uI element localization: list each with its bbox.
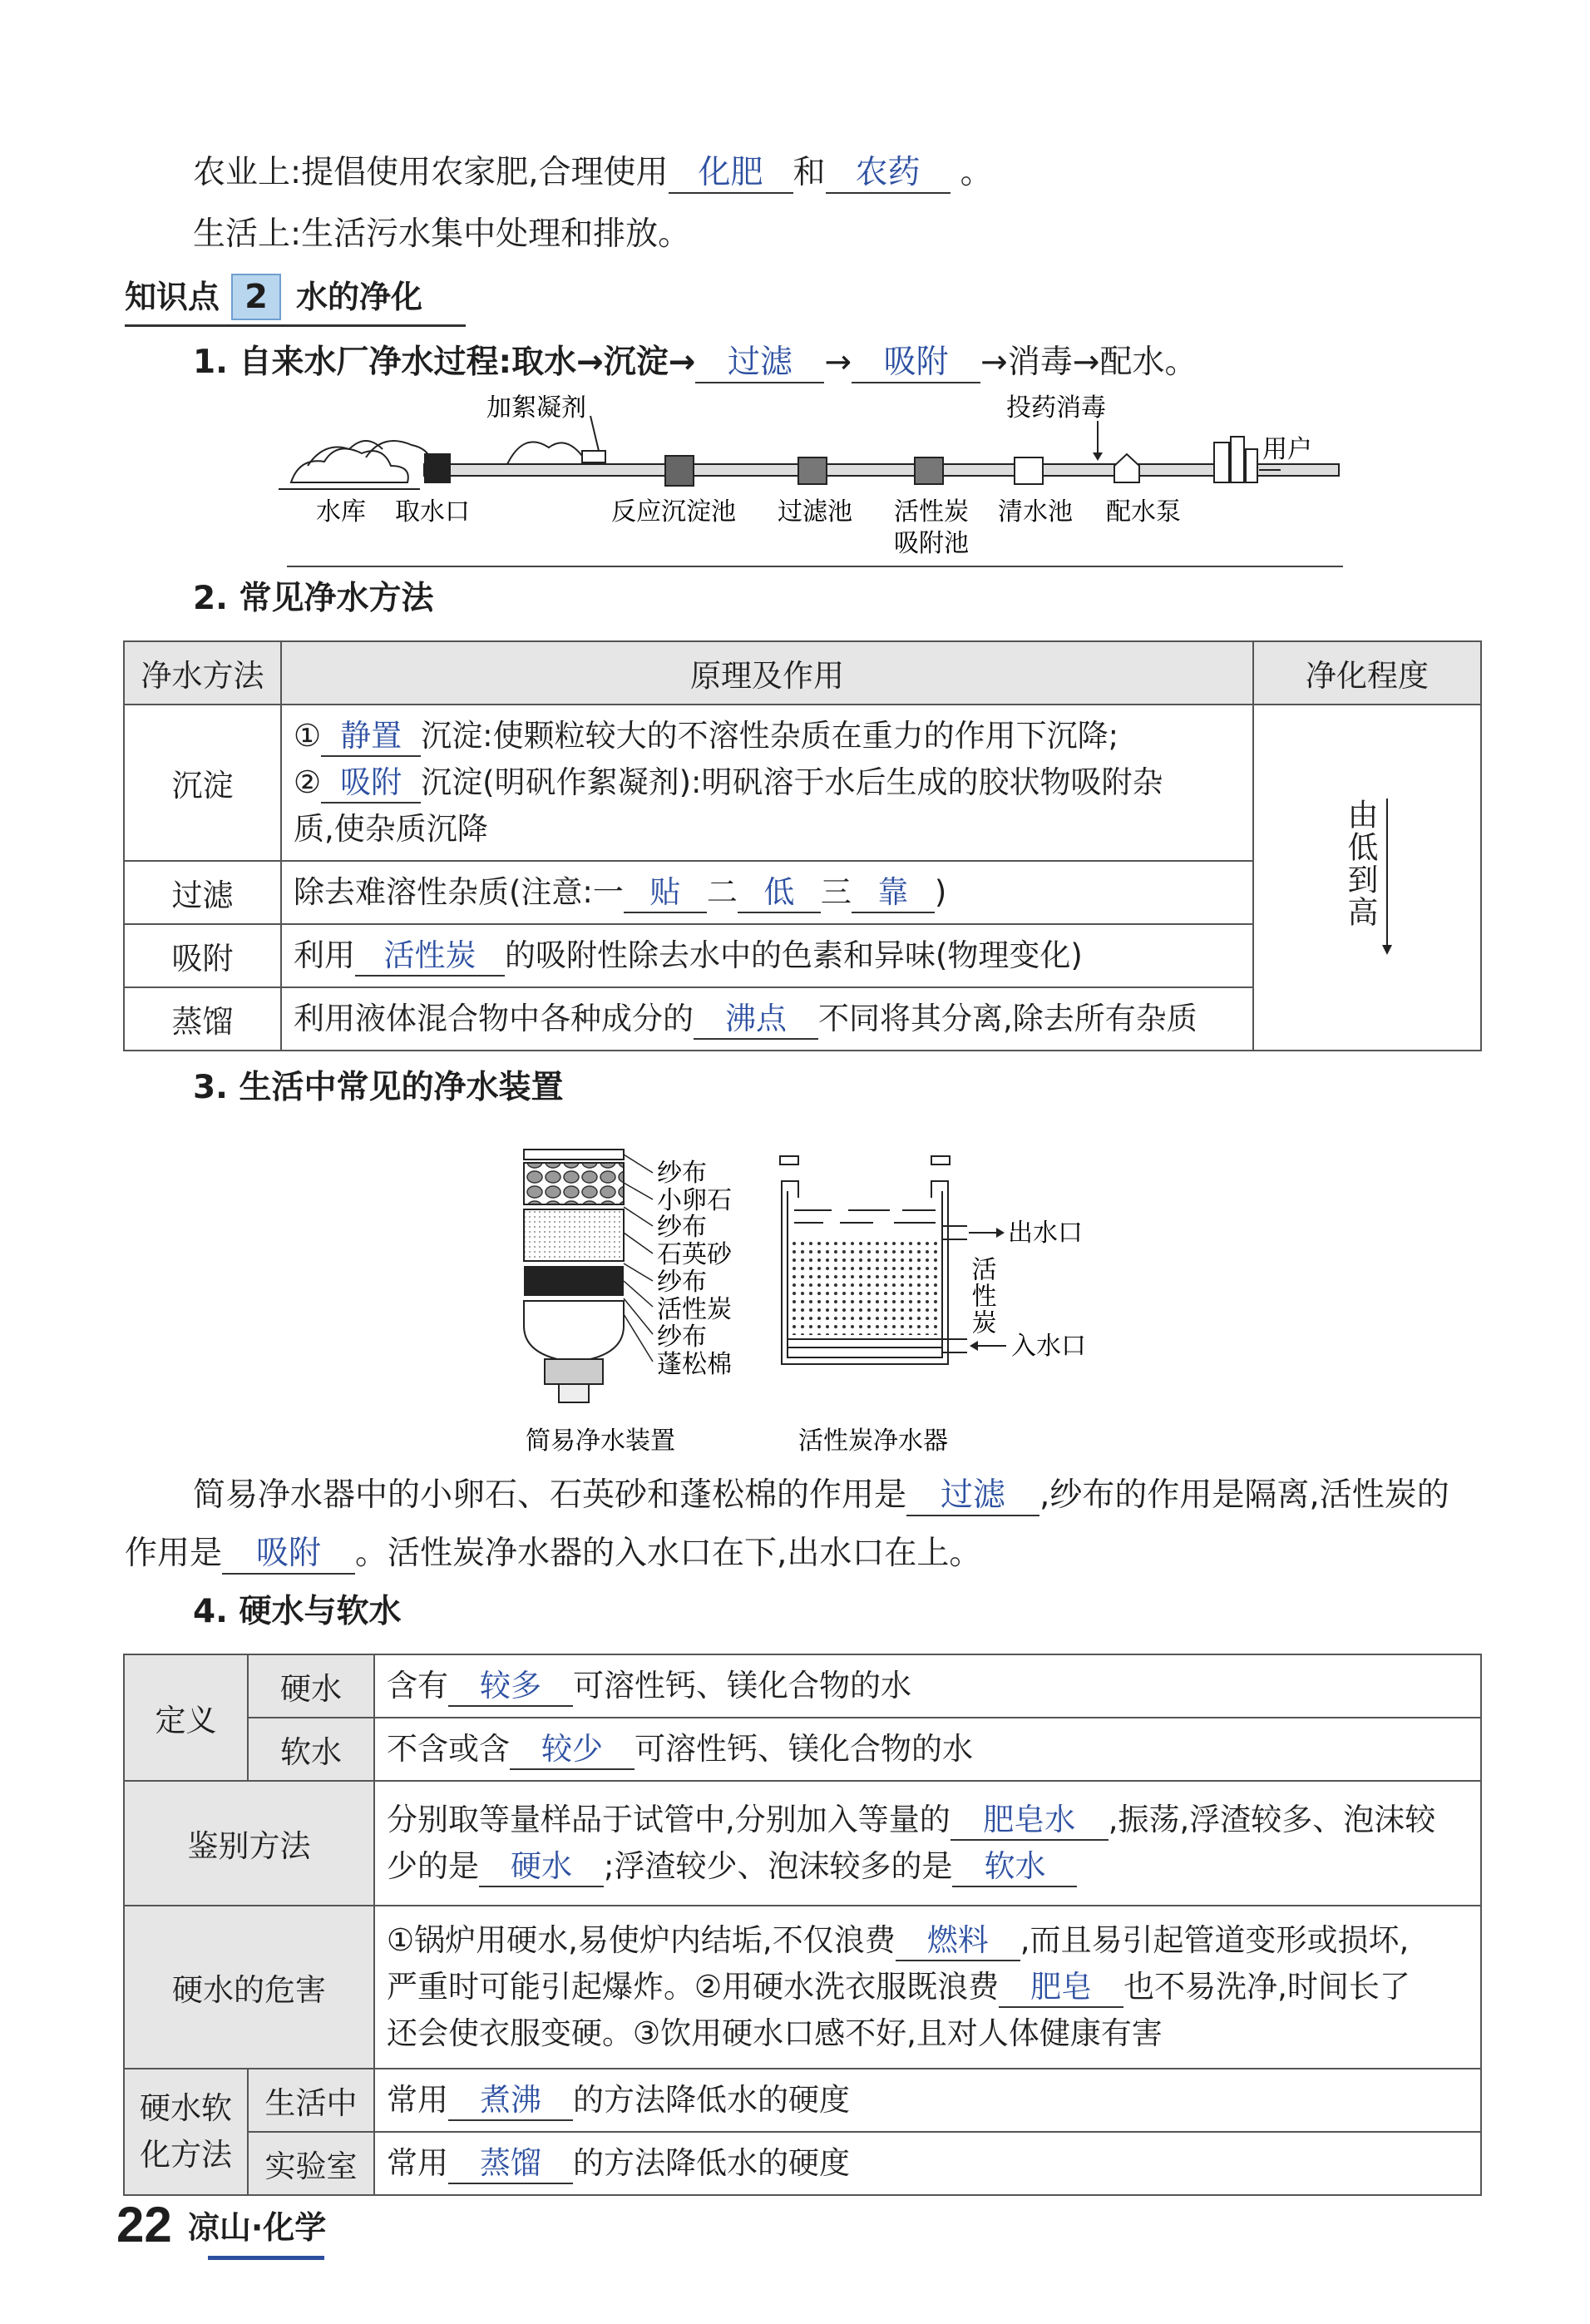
- blank-more: 较多: [448, 1667, 573, 1707]
- label-lab: 实验室: [248, 2132, 374, 2195]
- sediment-tank-icon: [665, 456, 694, 486]
- carbon-purifier-tank: [780, 1156, 967, 1364]
- inlet-arrowhead: [970, 1341, 978, 1351]
- label-coagulant: 加絮凝剂: [486, 393, 586, 423]
- label-soft-water: 软水: [248, 1718, 374, 1781]
- blank-fertilizer: 化肥: [669, 154, 793, 194]
- row-identify: [124, 1781, 1481, 1906]
- purifier-paragraph-line2: 作用是 吸附 。活性炭净水器的入水口在下,出水口在上。: [125, 1530, 981, 1577]
- blank-carbon: 活性炭: [355, 937, 505, 977]
- book-title: 凉山·化学: [187, 2209, 327, 2246]
- degree-arrow: [1381, 799, 1393, 957]
- label-harm: 硬水的危害: [124, 1906, 374, 2069]
- row-soften-lab: [124, 2132, 1481, 2195]
- label-user: 用户: [1262, 435, 1312, 464]
- label-daily: 生活中: [248, 2069, 374, 2132]
- reservoir-icon: [279, 441, 432, 489]
- diagram-divider: [287, 566, 1343, 567]
- row-soft-definition: [124, 1718, 1481, 1781]
- layer-label: 活性炭: [657, 1295, 732, 1324]
- label-intake: 取水口: [395, 497, 470, 527]
- purifier-paragraph-line1: 简易净水器中的小卵石、石英砂和蓬松棉的作用是 过滤 ,纱布的作用是隔离,活性炭的: [193, 1472, 1449, 1519]
- method-adsorb: 吸附: [124, 924, 281, 987]
- carbon-label: 活性炭: [966, 1256, 996, 1336]
- blank-still: 静置: [321, 717, 421, 757]
- purifier-figures: [507, 1140, 1139, 1456]
- label-disinfect: 投药消毒: [1006, 393, 1106, 423]
- degree-cell: [1253, 705, 1481, 1051]
- principle-adsorb: 利用 活性炭 的吸附性除去水中的色素和异味(物理变化): [281, 924, 1253, 987]
- pump-icon: [1114, 454, 1139, 482]
- blank-boil: 煮沸: [448, 2081, 573, 2121]
- blank-distill: 蒸馏: [448, 2144, 573, 2184]
- layer-label: 纱布: [657, 1213, 707, 1242]
- principle-settle: [281, 705, 1253, 861]
- label-identify: 鉴别方法: [124, 1781, 374, 1906]
- layer-label: 纱布: [657, 1323, 707, 1352]
- footer-accent-line: [208, 2256, 324, 2260]
- header-method: 净水方法: [124, 641, 281, 705]
- label-hard-water: 硬水: [248, 1654, 374, 1718]
- outlet-label: 出水口: [1008, 1219, 1083, 1248]
- table-header-row: [124, 641, 1481, 705]
- carbon-tank-icon: [915, 457, 943, 484]
- outlet-arrowhead: [996, 1228, 1005, 1238]
- settle-line-2: ② 吸附 沉淀(明矾作絮凝剂):明矾溶于水后生成的胶状物吸附杂: [294, 759, 1241, 806]
- blank-purifier-filter: 过滤: [906, 1476, 1039, 1516]
- settle-line-1: ① 静置 沉淀:使颗粒较大的不溶性杂质在重力的作用下沉降;: [294, 713, 1241, 759]
- blank-fuel: 燃料: [896, 1921, 1020, 1961]
- kp-label: 知识点: [125, 279, 220, 315]
- header-principle: 原理及作用: [281, 641, 1253, 705]
- label-sediment: 反应沉淀池: [611, 497, 736, 527]
- soft-water-definition: 不含或含 较少 可溶性钙、镁化合物的水: [374, 1718, 1481, 1781]
- label-carbon2: 吸附池: [894, 529, 969, 558]
- intake-icon: [424, 453, 451, 483]
- layer-label: 纱布: [657, 1159, 707, 1188]
- caption-carbon-purifier: 活性炭净水器: [798, 1427, 948, 1456]
- label-reservoir: 水库: [316, 497, 366, 527]
- coagulant-tank-icon: [507, 416, 605, 464]
- principle-distill: 利用液体混合物中各种成分的 沸点 不同将其分离,除去所有杂质: [281, 987, 1253, 1051]
- layer-labels: [657, 1159, 733, 1379]
- blank-id-hard: 硬水: [479, 1847, 604, 1887]
- process-line: 1. 自来水厂净水过程:取水→沉淀→ 过滤 → 吸附 →消毒→配水。: [193, 339, 1197, 386]
- blank-pesticide: 农药: [826, 154, 951, 194]
- method-filter: 过滤: [124, 861, 281, 924]
- section-2-title: 2. 常见净水方法: [193, 580, 434, 617]
- row-harm: [124, 1906, 1481, 2069]
- inlet-label: 入水口: [1011, 1332, 1086, 1361]
- identify-line-2: 少的是 硬水 ;浮渣较少、泡沫较多的是 软水: [387, 1843, 1469, 1890]
- identify-line-1: 分别取等量样品于试管中,分别加入等量的 肥皂水 ,振荡,浮渣较多、泡沫较: [387, 1797, 1469, 1843]
- method-settle: 沉淀: [124, 705, 281, 861]
- clear-tank-icon: [1015, 457, 1043, 484]
- degree-text: 由低到高: [1342, 799, 1378, 928]
- blank-filter: 过滤: [695, 344, 824, 383]
- filter-tank-icon: [798, 457, 827, 484]
- label-pump: 配水泵: [1106, 497, 1181, 527]
- water-plant-diagram: [274, 391, 1355, 566]
- caption-simple-purifier: 简易净水装置: [526, 1427, 675, 1456]
- label-soften: [124, 2069, 248, 2195]
- lab-method: 常用 蒸馏 的方法降低水的硬度: [374, 2132, 1481, 2195]
- identify-text: [374, 1781, 1481, 1906]
- harm-line-3: 还会使衣服变硬。③饮用硬水口感不好,且对人体健康有害: [387, 2015, 1163, 2051]
- kp-underline: [125, 324, 466, 327]
- blank-id-soft: 软水: [952, 1847, 1077, 1887]
- layer-label: 石英砂: [657, 1240, 732, 1269]
- life-line: 生活上:生活污水集中处理和排放。: [193, 215, 691, 253]
- section-4-title: 4. 硬水与软水: [193, 1593, 402, 1630]
- harm-line-1: ①锅炉用硬水,易使炉内结垢,不仅浪费 燃料 ,而且易引起管道变形或损坏,: [387, 1917, 1469, 1964]
- blank-tie: 贴: [624, 873, 707, 913]
- label-carbon1: 活性炭: [894, 497, 969, 527]
- knowledge-point-header: [125, 271, 422, 323]
- blank-soap-water: 肥皂水: [951, 1801, 1109, 1841]
- layer-leader-lines: [624, 1155, 653, 1362]
- label-definition: 定义: [124, 1654, 248, 1781]
- purification-methods-table: [123, 640, 1482, 1051]
- soften-line-2: 化方法: [140, 2137, 232, 2173]
- blank-less: 较少: [510, 1730, 635, 1770]
- blank-adsorb-settle: 吸附: [321, 764, 421, 804]
- agriculture-line: 农业上:提倡使用农家肥,合理使用 化肥 和 农药 。: [193, 150, 993, 196]
- blank-adsorb: 吸附: [852, 344, 980, 383]
- layer-label: 小卵石: [657, 1186, 732, 1215]
- blank-soap: 肥皂: [999, 1968, 1123, 2008]
- row-hard-definition: [124, 1654, 1481, 1718]
- layer-label: 纱布: [657, 1268, 707, 1297]
- simple-purifier-bottle: [524, 1150, 624, 1402]
- principle-filter: 除去难溶性杂质(注意:一 贴 二 低 三 靠 ): [281, 861, 1253, 924]
- hard-soft-water-table: [123, 1654, 1482, 2196]
- label-filter: 过滤池: [778, 497, 852, 527]
- kp-number: 2: [231, 274, 281, 320]
- soften-line-1: 硬水软: [140, 2090, 232, 2126]
- kp-title: 水的净化: [296, 279, 423, 315]
- row-soften-daily: [124, 2069, 1481, 2132]
- page-number: 22: [116, 2197, 172, 2252]
- blank-low: 低: [738, 873, 821, 913]
- blank-boiling-point: 沸点: [694, 1000, 818, 1040]
- daily-method: 常用 煮沸 的方法降低水的硬度: [374, 2069, 1481, 2132]
- harm-text: [374, 1906, 1481, 2069]
- row-settle: [124, 705, 1481, 861]
- method-distill: 蒸馏: [124, 987, 281, 1051]
- header-degree: 净化程度: [1253, 641, 1481, 705]
- degree-indicator: [1341, 799, 1393, 957]
- harm-line-2: 严重时可能引起爆炸。②用硬水洗衣服既浪费 肥皂 也不易洗净,时间长了: [387, 1964, 1469, 2010]
- section-3-title: 3. 生活中常见的净水装置: [193, 1069, 564, 1106]
- main-pipe: [424, 464, 1339, 476]
- page-footer: [116, 2196, 326, 2253]
- layer-label: 蓬松棉: [657, 1350, 732, 1379]
- blank-lean: 靠: [852, 873, 935, 913]
- disinfect-arrowhead: [1093, 452, 1103, 461]
- settle-line-3: 质,使杂质沉降: [294, 811, 488, 847]
- label-clear: 清水池: [998, 497, 1073, 527]
- hard-water-definition: 含有 较多 可溶性钙、镁化合物的水: [374, 1654, 1481, 1718]
- blank-purifier-adsorb: 吸附: [222, 1535, 355, 1575]
